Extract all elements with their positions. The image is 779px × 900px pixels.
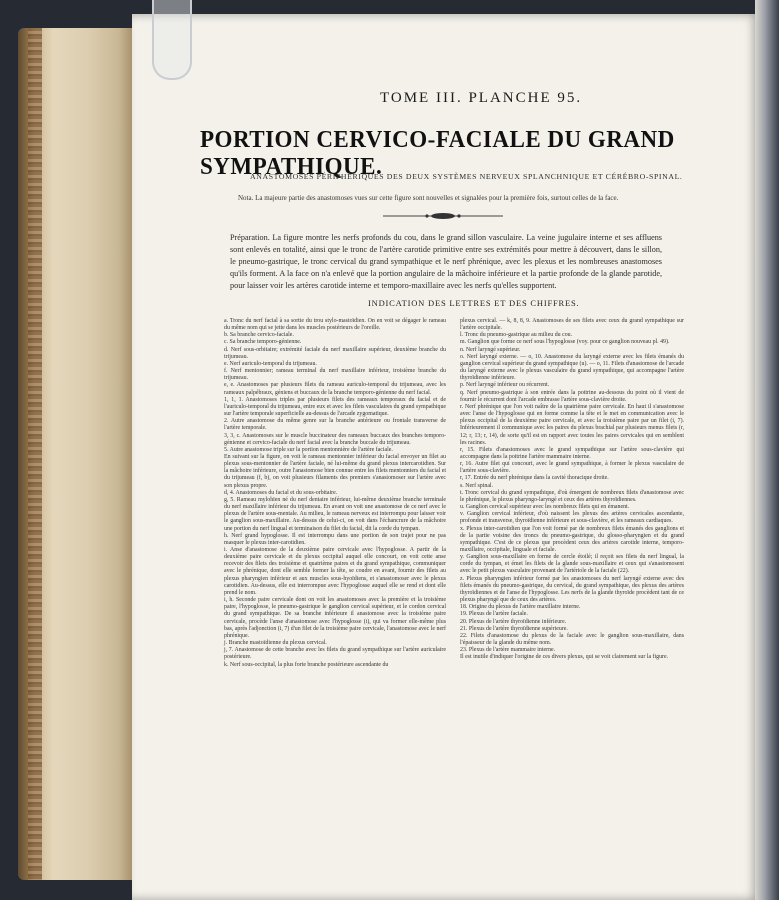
legend-entry: d, 4. Anastomoses du facial et du sous-orbitaire. [224,489,338,496]
legend-column-right [460,318,684,662]
legend-entry: s. Nerf spinal. [460,482,494,489]
page-gutter-shadow [755,0,779,900]
indication-heading: INDICATION DES LETTRES ET DES CHIFFRES. [368,298,580,308]
legend-entry: plexus cervical. — k, 8, 8, 9. Anastomoses de ses filets avec ceux du grand sympathique sur l'artère occipitale. [460,318,684,332]
page-title: PORTION CERVICO-FACIALE DU GRAND SYMPATHIQUE. [200,127,675,180]
legend-entry: h. Nerf grand hypoglosse. Il est interrompu dans une portion de son trajet pour ne pas masquer le plexus inter-carotidien. [224,532,446,546]
legend-entry: e, e. Anastomoses par plusieurs filets du rameau auriculo-temporal du trijumeau, avec les rameaux palpébraux, géniens et buccaux de la branche temporo-génienne du nerf facial. [224,382,446,396]
legend-entry: i, h. Seconde paire cervicale dont on voit les anastomoses avec la première et la troisième paire, l'hypoglosse, le pneumo-gastrique le ganglion cervical supérieur, et le cordon cervical du grand sympathique. De sa branche inférieure il anastomose avec la troisième paire cervicale, procède l'anse d'anastomose avec l'hypoglosse (i), qui va former elle-même plus bas, après l'adjonction (i, 7) d'un filet de la troisième paire cervicale, l'anastomose avec le nerf phrénique. [224,597,446,639]
legend-entry: b. Sa branche cervico-faciale. [224,332,294,339]
legend-entry: u. Ganglion cervical supérieur avec les nombreux filets qui en émanent. [460,504,630,511]
legend-entry: 5. Autre anastomose triple sur la portion mentonnière de l'artère faciale. [224,446,393,453]
ornament-divider-icon [383,212,503,220]
legend-entry: k. Nerf sous-occipital, la plus forte branche postérieure ascendante du [224,661,389,668]
legend-entry: c. Sa branche temporo-génienne. [224,339,302,346]
legend-entry: j, 7. Anastomose de cette branche avec les filets du grand sympathique sur l'artère auriculaire postérieure. [224,647,446,661]
legend-entry: 2. Autre anastomose du même genre sur la branche antérieure ou frontale transverse de l'artère temporale. [224,418,446,432]
legend-entry: 19. Plexus de l'artère faciale. [460,611,528,618]
book-page-edges [18,28,136,880]
legend-entry: r. Nerf phrénique que l'on voit naître de la quatrième paire cervicale. En haut il s'anastomose avec l'anse de l'hypoglosse qui en forme comme la tête et le met en communication avec le plexus occipital de la deuxième paire cervicale, et avec la troisième paire par un filet (i, 7). Inférieurement il communique avec les paires du plexus brachial par plusieurs menus filets (r, 12; r, 13; r, 14), de sorte qu'il est en rapport avec toutes les paires cervicales qui en semblent les racines. [460,403,684,446]
legend-entry: 18. Origine du plexus de l'artère maxillaire interne. [460,604,581,611]
bookmark-clip [152,0,192,80]
legend-entry: r, 15. Filets d'anastomoses avec le grand sympathique sur l'artère sous-clavière qui accompagne dans la poitrine l'artère mammaire interne. [460,446,684,460]
legend-entry: x. Plexus inter-carotidien que l'on voit formé par de nombreux filets émanés des ganglions et de la partie voisine des troncs du pneumo-gastrique, du glosso-pharyngien et du grand sympathique. C'est de ce plexus que procèdent ceux des artères carotide interne, temporo-maxillaire, occipitale, linguale et faciale. [460,525,684,553]
legend-entry: i. Anse d'anastomose de la deuxième paire cervicale avec l'hypoglosse. A partir de la deuxième paire cervicale et du plexus occipital auquel elle concourt, on voit cette anse recevoir des filets des troisième et quatrième paires et du grand sympathique, communiquer avec le phrénique, dont elle semble former la tête, se coudre en avant, fournir des filets au plexus pharyngien inférieur et aux muscles sous-hyoïdiens, et s'anastomoser avec le plexus carotidien. Au-dessus, elle est interrompue avec l'hypoglosse auquel elle se rend et dont elle prend le nom. [224,547,446,596]
legend-entry: 23. Plexus de l'artère mammaire interne. [460,647,556,654]
legend-entry: a. Tronc du nerf facial à sa sortie du trou stylo-mastoïdien. On en voit se dégager le rameau du même nom qui se jette dans les muscles postérieurs de l'oreille. [224,318,446,332]
legend-entry: Il est inutile d'indiquer l'origine de ces divers plexus, qui se voit clairement sur la figure. [460,654,669,661]
legend-entry: En suivant sur la figure, on voit le rameau mentonnier inférieur du facial envoyer un filet au plexus sous-mentonnier de l'artère faciale, né lui-même du grand plexus intercarotidien. Sur la mâchoire inférieure, outre l'anastomose bien connue entre les filets mentonniers du facial et du trijumeau (f, b), on voit plusieurs filaments des premiers s'anastomoser sur l'artère avec son plexus propre. [224,453,446,489]
legend-entry: 21. Plexus de l'artère thyroïdienne supérieure. [460,625,568,632]
legend-entry: z. Plexus pharyngien inférieur formé par les anastomoses du nerf laryngé externe avec des filets émanés du pneumo-gastrique, du cervical, du grand sympathique, des plexus des artères thyroïdiennes et de l'anse de l'hypoglosse. Les nerfs de la glande thyroïde procèdent tant de ce plexus pharyngé que de ceux des artères. [460,575,684,604]
legend-entry: m. Ganglion que forme ce nerf sous l'hypoglosse (voy. pour ce ganglion nouveau pl. 49). [460,339,670,346]
preparation-paragraph: Préparation. La figure montre les nerfs profonds du cou, dans le grand sillon vasculaire. La veine jugulaire interne et ses affluens sont enlevés en totalité, ainsi que le tronc de l'artère carotide primitive entre ses extrémités pour mettre à découvert, dans le sillon, le pneumo-gastrique, le tronc cervical du grand sympathique et le nerf phrénique, avec les plexus et les nombreuses anastomoses qu'ils forment. A la face on n'a enlevé que la portion angulaire de la mâchoire inférieure et la partie profonde de la glande parotide, pour laisser voir les artères carotide interne et temporo-maxillaire avec les nerfs qu'elles supportent. [230,233,662,290]
legend-entry: 20. Plexus de l'artère thyroïdienne inférieure. [460,618,567,625]
legend-entry: e. Nerf auriculo-temporal du trijumeau. [224,360,317,367]
legend-entry: n. Nerf laryngé supérieur. [460,346,521,353]
legend-entry: 22. Filets d'anastomose du plexus de la faciale avec le ganglion sous-maxillaire, dans l'épaisseur de la glande du même nom. [460,632,684,647]
legend-entry: v. Ganglion cervical inférieur, d'où naissent les plexus des artères cervicales ascendante, profonde et transverse, thyroïdienne inférieure et sous-clavière, et les rameaux cardiaques. [460,511,684,525]
legend-entry: y. Ganglion sous-maxillaire en forme de cercle étoilé; il reçoit ses filets du nerf lingual, la corde du tympan, et émet les filets de la glande sous-maxillaire et ceux qui s'anastomosent avec le petit plexus vasculaire provenant de l'artériole de la faciale (22). [460,554,684,575]
legend-entry: p. Nerf laryngé inférieur ou récurrent. [460,382,550,389]
legend-entry: o. Nerf laryngé externe. — o, 10. Anastomose du laryngé externe avec les filets émanés du ganglion cervical supérieur du grand sympathique (u). — o, 11. Filets d'anastomose de l'arcade du laryngé externe avec le plexus vasculaire du grand sympathique, qui accompagne l'artère thyroïdienne inférieure. [460,353,684,382]
legend-entry: q. Nerf pneumo-gastrique à son entrée dans la poitrine au-dessous du point où il vient de fournir le récurrent dont l'arcade embrasse l'artère sous-clavière droite. [460,389,684,403]
legend-entry: t. Tronc cervical du grand sympathique, d'où émergent de nombreux filets d'anastomose avec le phrénique, le plexus pharyngo-laryngé et ceux des artères thyroïdiennes. [460,489,684,503]
subtitle: ANASTOMOSES PÉRIPHÉRIQUES DES DEUX SYSTÈMES NERVEUX SPLANCHNIQUE ET CÉRÉBRO-SPINAL. [250,172,683,181]
legend-entry: r, 17. Entrée du nerf phrénique dans la cavité thoracique droite. [460,475,609,482]
legend-entry: 3, 3, c. Anastomoses sur le muscle buccinateur des rameaux buccaux des branches temporo-génienne et cervico-faciale du nerf facial avec la branche buccale du trijumeau. [224,432,446,446]
legend-entry: r, 16. Autre filet qui concourt, avec le grand sympathique, à former le plexus vasculaire de l'artère sous-clavière. [460,461,684,475]
legend-entry: d. Nerf sous-orbitaire; extrémité faciale du nerf maxillaire supérieur, deuxième branche du trijumeau. [224,346,446,360]
nota-note: Nota. La majeure partie des anastomoses vues sur cette figure sont nouvelles et signalées pour la première fois, surtout celles de la face. [238,194,619,202]
legend-column-left [224,318,446,669]
legend-entry: f. Nerf mentonnier; rameau terminal du nerf maxillaire inférieur, troisième branche du trijumeau. [224,368,446,382]
legend-entry: 1, 1, 1. Anastomoses triples par plusieurs filets des rameaux temporaux du facial et de l'auriculo-temporal du trijumeau, entre eux et avec les filets vasculaires du grand sympathique sur l'artère temporale superficielle au-dessus de l'arcade zygomatique. [224,396,446,418]
legend-entry: g, 5. Rameau mylohïen né du nerf dentaire inférieur, lui-même deuxième branche terminale du nerf maxillaire inférieur du trijumeau. En avant on voit une anastomose de ce nerf avec le plexus de l'artère sous-mentale. Au milieu, le rameau nerveux est interrompu pour laisser voir le ganglion sous-maxillaire. Au-dessus de celui-ci, on voit dans l'échancrure de la mâchoire une portion du nerf lingual et terminaison du filet du facial, dit la corde du tympan. [224,496,446,532]
legend-entry: l. Tronc du pneumo-gastrique au milieu du cou. [460,332,573,339]
tome-heading: TOME III. PLANCHE 95. [380,90,583,106]
legend-entry: j. Branche mastoïdienne du plexus cervical. [224,640,327,647]
